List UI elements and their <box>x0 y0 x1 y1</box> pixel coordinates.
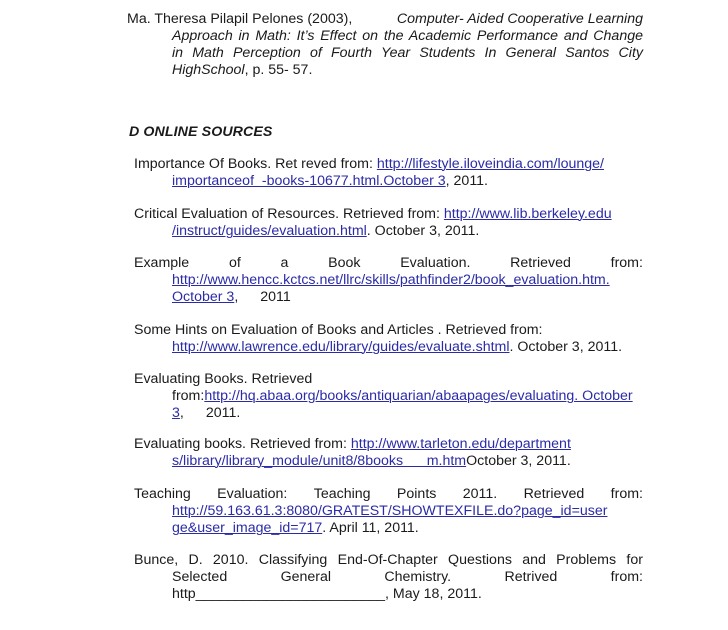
reference-line <box>134 156 643 173</box>
reference-text: Importance Of Books. Ret reved from: <box>134 156 377 172</box>
reference-word: General <box>280 569 332 585</box>
reference-date: . October 3, 2011. <box>509 339 623 355</box>
reference-link[interactable]: http://lifestyle.iloveindia.com/lounge/ <box>376 156 604 172</box>
reference-title: Approach in Math: It’s Effect on the Academic Performance and Change <box>172 28 643 44</box>
reference-link[interactable]: http://59.163.61.3:8080/GRATEST/SHOWTEXFILE.do?page_id=user <box>172 503 608 519</box>
reference-link[interactable]: http://www.lib.berkeley.edu <box>443 206 612 222</box>
reference-word: from: <box>610 255 643 271</box>
reference-word: End-Of-Chapter <box>337 552 438 568</box>
reference-line <box>134 586 643 603</box>
reference-word: from: <box>610 486 643 502</box>
reference-author: Ma. Theresa Pilapil Pelones (2003), <box>127 11 353 27</box>
reference-entry <box>134 486 643 537</box>
reference-pages: , p. 55- 57. <box>244 62 313 78</box>
reference-text: from: <box>172 388 205 404</box>
reference-title: in Math Perception of Fourth Year Students In General Santos City <box>172 45 643 61</box>
reference-text: http________________________, May 18, 2011. <box>172 586 482 602</box>
reference-text: , <box>234 289 239 305</box>
reference-word: Chemistry. <box>384 569 452 585</box>
reference-line <box>134 569 643 586</box>
reference-text: , <box>179 405 184 421</box>
reference-date: . April 11, 2011. <box>322 520 419 536</box>
reference-line <box>134 223 643 240</box>
reference-link[interactable]: importanceof -books-10677.html.October 3 <box>172 173 446 189</box>
reference-word: Teaching <box>313 486 371 502</box>
reference-word: Retrieved <box>510 255 571 271</box>
reference-word: for <box>626 552 643 568</box>
reference-word: Evaluation: <box>217 486 288 502</box>
reference-line <box>134 339 643 356</box>
reference-word: Classifying <box>258 552 328 568</box>
reference-word: a <box>280 255 289 271</box>
reference-word: from: <box>610 569 643 585</box>
reference-line <box>134 436 643 453</box>
reference-link[interactable]: http://www.hencc.kctcs.net/llrc/skills/pathfinder2/book_evaluation.htm. <box>172 272 610 288</box>
reference-link[interactable]: http://hq.abaa.org/books/antiquarian/abaapages/evaluating. October <box>204 388 633 404</box>
reference-line <box>127 11 643 28</box>
reference-word: Retrived <box>504 569 558 585</box>
reference-word: Book <box>328 255 361 271</box>
reference-line <box>134 371 643 388</box>
reference-line <box>134 206 643 223</box>
reference-title: Computer- Aided Cooperative Learning <box>396 11 643 27</box>
reference-line <box>134 272 643 289</box>
reference-line <box>127 45 643 62</box>
reference-line <box>134 520 643 537</box>
section-heading: D ONLINE SOURCES <box>129 124 273 140</box>
reference-pelones <box>127 11 643 79</box>
reference-word: Bunce, <box>134 552 179 568</box>
reference-word: Points <box>396 486 437 502</box>
reference-entry <box>134 552 643 603</box>
reference-word: Questions <box>448 552 512 568</box>
reference-text: Some Hints on Evaluation of Books and Articles . Retrieved from: <box>134 322 543 338</box>
reference-word: 2011. <box>462 486 498 502</box>
reference-link[interactable]: /instruct/guides/evaluation.html <box>172 223 367 239</box>
reference-word: D. <box>188 552 203 568</box>
reference-text: Evaluating books. Retrieved from: <box>134 436 351 452</box>
reference-entry <box>134 322 643 356</box>
reference-link[interactable]: 3 <box>172 405 180 421</box>
reference-line <box>134 503 643 520</box>
reference-entry <box>134 436 643 470</box>
reference-date: 2011. <box>205 405 241 421</box>
reference-text: Evaluating Books. Retrieved <box>134 371 313 387</box>
reference-line <box>134 405 643 422</box>
reference-line <box>127 28 643 45</box>
reference-date: 2011 <box>260 289 291 305</box>
reference-line <box>134 322 643 339</box>
reference-line <box>134 453 643 470</box>
reference-link[interactable]: s/library/library_module/unit8/8books m.htm <box>172 453 467 469</box>
reference-word: Problems <box>556 552 617 568</box>
reference-line <box>134 255 643 272</box>
reference-word: Retrieved <box>523 486 585 502</box>
reference-date: October 3, 2011. <box>466 453 571 469</box>
reference-entry <box>134 206 643 240</box>
reference-word: and <box>522 552 546 568</box>
reference-word: 2010. <box>212 552 249 568</box>
reference-link[interactable]: ge&user_image_id=717 <box>172 520 323 536</box>
reference-line <box>134 486 643 503</box>
reference-line <box>134 388 643 405</box>
reference-word: Teaching <box>134 486 191 502</box>
reference-date: . October 3, 2011. <box>366 223 480 239</box>
reference-title: HighSchool <box>172 62 245 78</box>
reference-date: , 2011. <box>445 173 488 189</box>
reference-text: Critical Evaluation of Resources. Retrieved from: <box>134 206 444 222</box>
reference-word: Evaluation. <box>400 255 471 271</box>
reference-entry <box>134 255 643 306</box>
reference-link[interactable]: http://www.lawrence.edu/library/guides/evaluate.shtml <box>172 339 510 355</box>
reference-word: Selected <box>172 569 228 585</box>
reference-line <box>134 289 643 306</box>
reference-entry <box>134 156 643 190</box>
reference-entry <box>134 371 643 422</box>
reference-word: of <box>228 255 241 271</box>
reference-link[interactable]: October 3 <box>172 289 235 305</box>
reference-link[interactable]: http://www.tarleton.edu/department <box>350 436 571 452</box>
reference-line <box>127 62 643 79</box>
reference-word: Example <box>134 255 190 271</box>
reference-line <box>134 552 643 569</box>
reference-line <box>134 173 643 190</box>
